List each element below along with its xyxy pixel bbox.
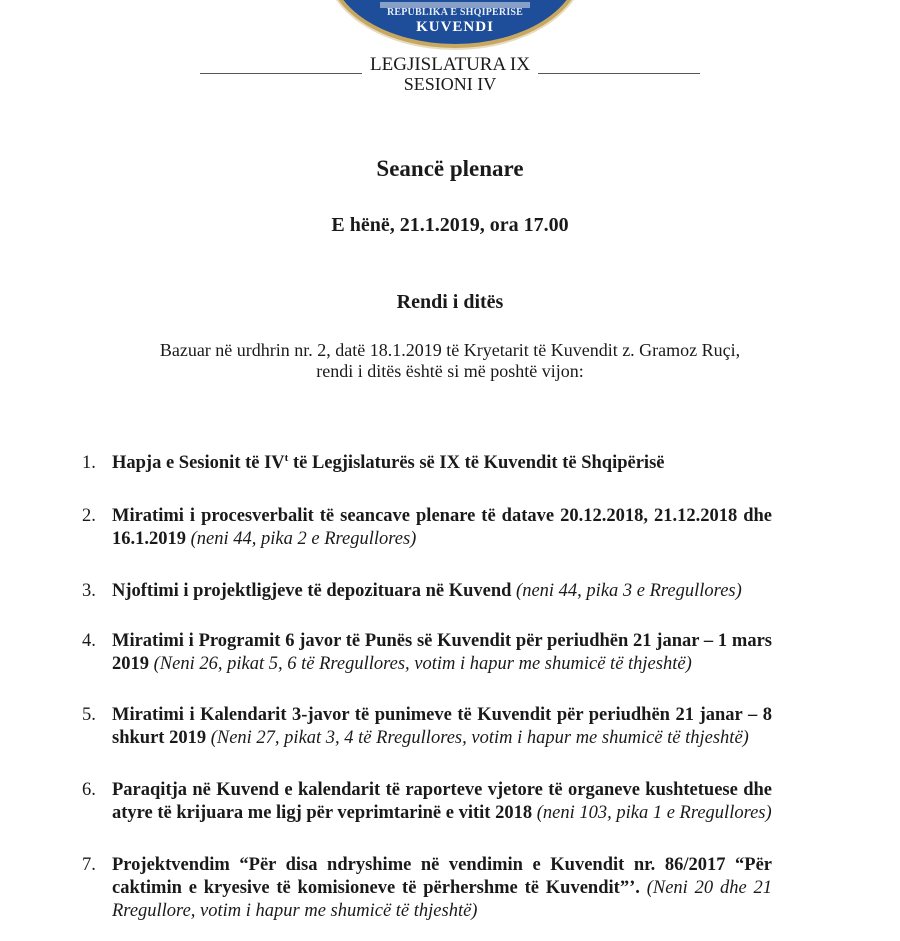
- agenda-item-note: (Neni 27, pikat 3, 4 të Rregullores, votim i hapur me shumicë të thjeshtë): [210, 728, 749, 748]
- agenda-item-note: (neni 103, pika 1 e Rregullores): [536, 803, 772, 823]
- agenda-item-number: 4.: [82, 631, 96, 651]
- agenda-item: [82, 505, 772, 551]
- agenda-item: [82, 630, 772, 676]
- agenda-intro: [0, 340, 900, 382]
- agenda-item-text: [112, 453, 664, 473]
- session-label: SESIONI IV: [403, 74, 497, 94]
- agenda-item-note: (Neni 26, pikat 5, 6 të Rregullores, votim i hapur me shumicë të thjeshtë): [153, 654, 692, 674]
- agenda-intro-line-1: Bazuar në urdhrin nr. 2, datë 18.1.2019 të Kryetarit të Kuvendit z. Gramoz Ruçi,: [159, 340, 741, 360]
- agenda-item-number: 7.: [82, 855, 96, 875]
- agenda-item-number: 6.: [82, 780, 96, 800]
- agenda-item-text: Njoftimi i projektligjeve të depozituara në Kuvend: [112, 581, 512, 601]
- agenda-item: [82, 704, 772, 750]
- logo-republic-text: REPUBLIKA E SHQIPERISE: [386, 7, 524, 18]
- agenda-item-text: Miratimi i Programit 6 javor të Punës së Kuvendit për periudhën 21 janar – 1 mars 2019: [112, 631, 772, 674]
- agenda-item-number: 3.: [82, 581, 96, 601]
- logo-text: [330, 7, 580, 36]
- agenda-item-text-part: të Legjislaturës së IX të Kuvendit të Shqipërisë: [288, 453, 665, 473]
- agenda-item-text-part: Hapja e Sesionit të IV: [112, 453, 285, 473]
- legislature-heading: [0, 54, 900, 75]
- agenda-item-note: (neni 44, pika 3 e Rregullores): [516, 581, 742, 601]
- agenda-item-number: 2.: [82, 506, 96, 526]
- agenda-item-text: Miratimi i Kalendarit 3-javor të punimeve të Kuvendit për periudhën 21 janar – 8 shkurt 2019: [112, 705, 772, 748]
- agenda-item: [82, 580, 772, 603]
- ordinal-superscript: t: [284, 451, 289, 464]
- agenda-intro-line-2: rendi i ditës është si më poshtë vijon:: [316, 361, 584, 381]
- agenda-item-number: 5.: [82, 705, 96, 725]
- agenda-item: [82, 779, 772, 825]
- agenda-item-number: 1.: [82, 453, 96, 473]
- agenda-item-note: (Neni 20 dhe 21 Rregullore, votim i hapur me shumicë të thjeshtë): [112, 878, 773, 921]
- agenda-item: [82, 854, 772, 923]
- agenda-title: Rendi i ditës: [396, 291, 504, 313]
- meeting-datetime: E hënë, 21.1.2019, ora 17.00: [331, 214, 569, 236]
- meeting-title: Seancë plenare: [376, 156, 524, 181]
- legislature-label: LEGJISLATURA IX: [370, 54, 530, 75]
- agenda-item-text: Paraqitja në Kuvend e kalendarit të raporteve vjetore të organeve kushtetuese dhe atyre të krijuara me ligj për veprimtarinë e vitit 2018: [112, 780, 772, 823]
- logo-kuvendi-text: KUVENDI: [416, 19, 494, 35]
- agenda-item-note: (neni 44, pika 2 e Rregullores): [190, 529, 417, 549]
- agenda-item-text: Miratimi i procesverbalit të seancave plenare të datave 20.12.2018, 21.12.2018 dhe 16.1.2019: [112, 506, 772, 549]
- agenda-item-text: Projektvendim “Për disa ndryshime në vendimin e Kuvendit nr. 86/2017 “Për caktimin e kryesive të komisioneve të përhershme të Kuvendit”’.: [112, 855, 772, 898]
- agenda-item: [82, 452, 772, 475]
- parliament-logo: [326, 0, 584, 48]
